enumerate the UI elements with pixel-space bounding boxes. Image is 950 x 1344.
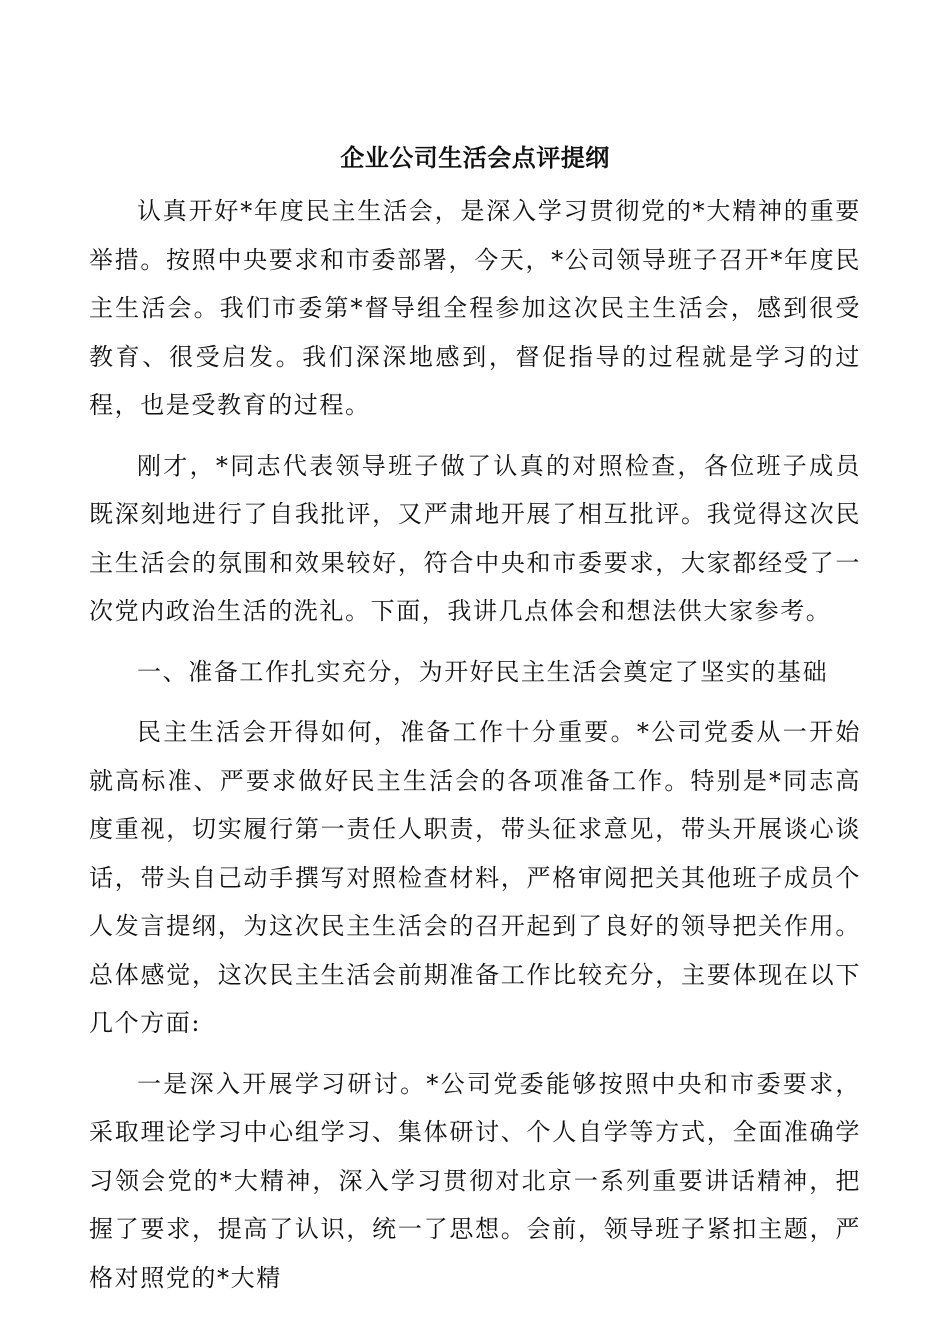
paragraph-intro: 认真开好*年度民主生活会，是深入学习贯彻党的*大精神的重要举措。按照中央要求和市委部署，今天，*公司领导班子召开*年度民主生活会。我们市委第*督导组全程参加这次民主生活会，感到很受教育、很受启发。我们深深地感到，督促指导的过程就是学习的过程，也是受教育的过程。 [89, 197, 861, 419]
document-body [89, 187, 861, 1314]
document-title: 企业公司生活会点评提纲 [340, 143, 610, 172]
paragraph-review: 刚才，*同志代表领导班子做了认真的对照检查，各位班子成员既深刻地进行了自我批评，又严肃地开展了相互批评。我觉得这次民主生活会的氛围和效果较好，符合中央和市委要求，大家都经受了一次党内政治生活的洗礼。下面，我讲几点体会和想法供大家参考。 [89, 451, 861, 625]
paragraph-study: 一是深入开展学习研讨。*公司党委能够按照中央和市委要求，采取理论学习中心组学习、集体研讨、个人自学等方式，全面准确学习领会党的*大精神，深入学习贯彻对北京一系列重要讲话精神，把握了要求，提高了认识，统一了思想。会前，领导班子紧扣主题，严格对照党的*大精 [89, 1069, 861, 1292]
paragraph-preparation: 民主生活会开得如何，准备工作十分重要。*公司党委从一开始就高标准、严要求做好民主生活会的各项准备工作。特别是*同志高度重视，切实履行第一责任人职责，带头征求意见，带头开展谈心谈话，带头自己动手撰写对照检查材料，严格审阅把关其他班子成员个人发言提纲，为这次民主生活会的召开起到了良好的领导把关作用。总体感觉，这次民主生活会前期准备工作比较充分，主要体现在以下几个方面: [89, 718, 861, 1037]
section-heading-1: 一、准备工作扎实充分，为开好民主生活会奠定了坚实的基础 [137, 657, 829, 686]
